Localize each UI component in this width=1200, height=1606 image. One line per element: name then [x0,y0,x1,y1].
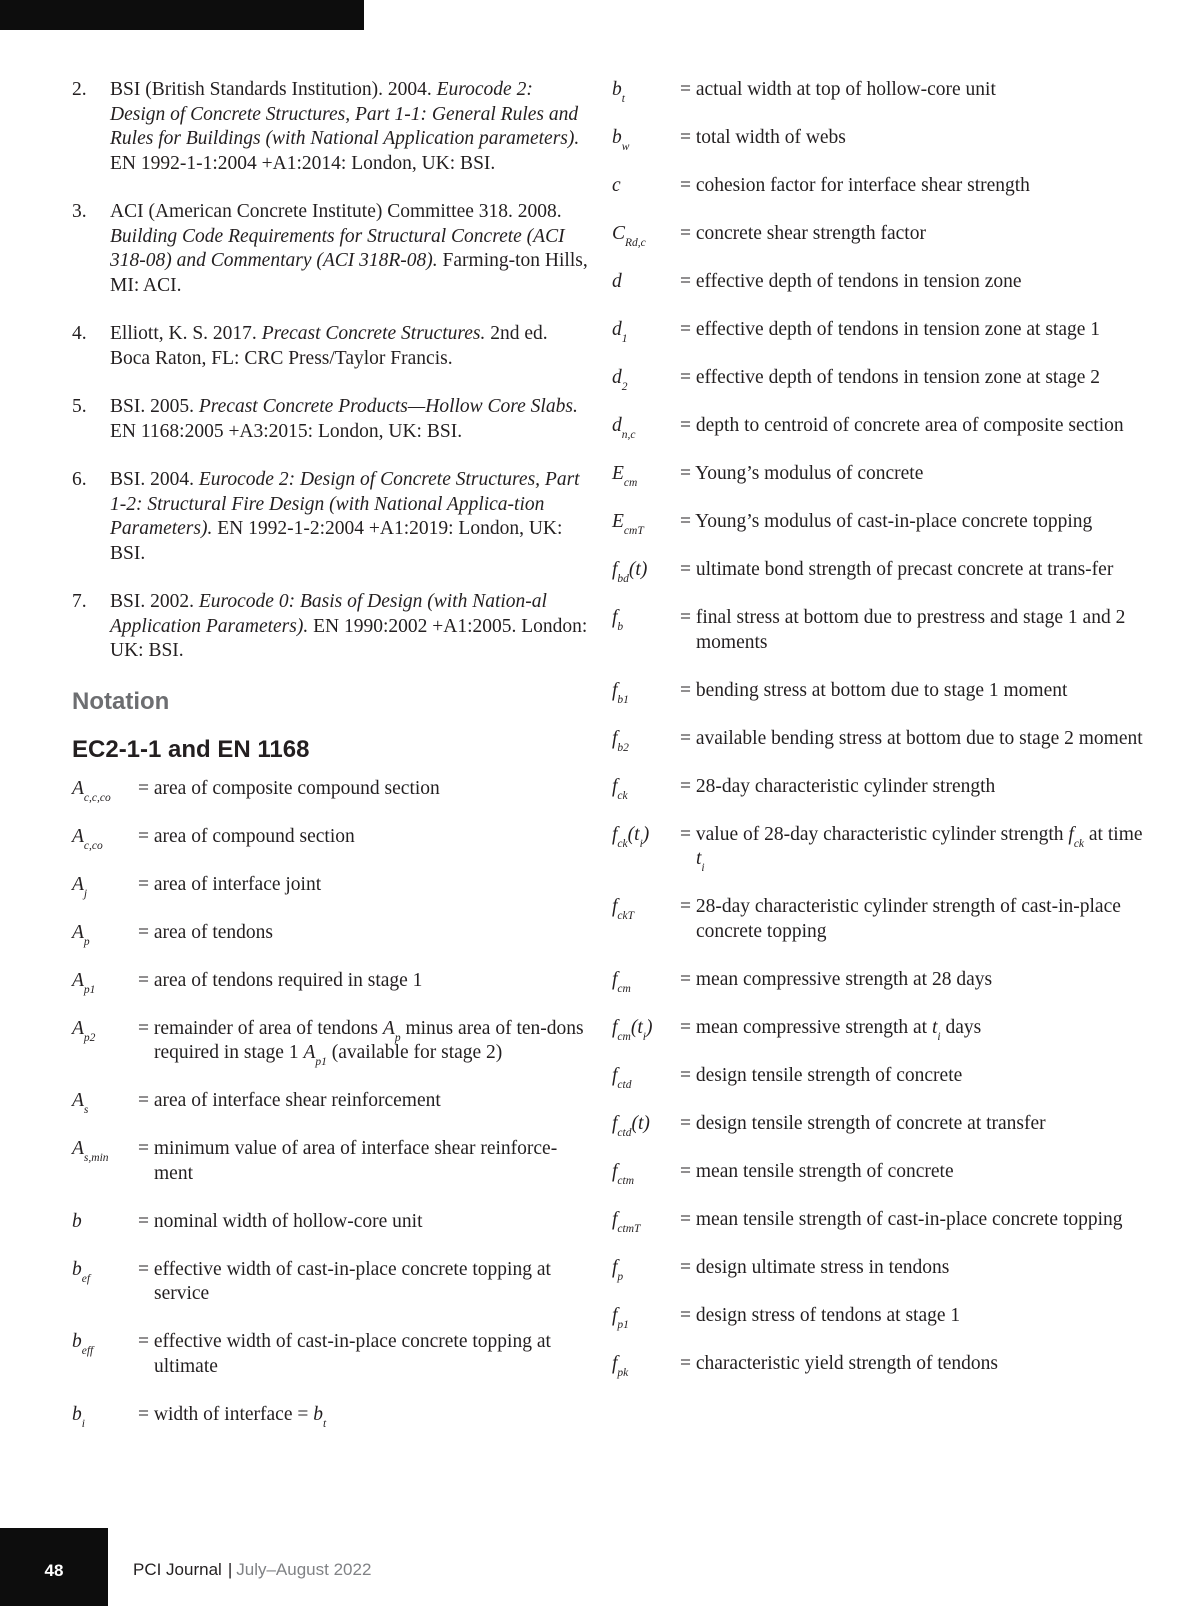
symbol-text: f [612,1256,618,1278]
notation-symbol [612,727,680,752]
notation-item [72,969,592,994]
notation-item [72,1089,592,1114]
notation-item [612,222,1144,247]
definition-text: = cohesion factor for interface shear strength [680,175,1030,196]
math-symbol: b [313,1403,323,1425]
notation-symbol [612,126,680,151]
definition-text: = Young’s modulus of cast-in-place concrete topping [680,511,1093,532]
reference-item [72,322,592,371]
reference-text-part: EN 1990:2002 +A1:2005. London: UK: BSI. [110,615,588,661]
definition-text: (available for stage 2) [326,1042,503,1063]
symbol-text: A [72,1138,84,1159]
notation-definition [680,558,1144,583]
definition-text: = mean compressive strength at 28 days [680,968,993,990]
reference-title: Eurocode 0: Basis of Design (with Nation-al Application Parameters). [110,591,547,637]
notation-definition [138,825,592,850]
notation-definition [138,1258,592,1307]
notation-definition [680,1064,1144,1089]
reference-list [72,78,592,664]
subscript: Rd,c [625,237,646,249]
symbol-text: (t) [631,1112,650,1134]
symbol-text: E [612,511,624,532]
subscript: j [83,887,88,900]
definition-text: = area of tendons required in stage 1 [138,969,423,991]
notation-item [612,1208,1144,1233]
definition-text: days [940,1016,982,1038]
notation-item [72,825,592,850]
definition-text: = bending stress at bottom due to stage 1 moment [680,679,1068,701]
symbol-text: d [612,271,622,292]
symbol-text: f [612,775,618,797]
subscript: cm [617,1030,631,1043]
reference-item [72,468,592,566]
subscript: n,c [621,429,636,441]
notation-definition [680,270,1144,295]
reference-text-part: EN 1992-1-2:2004 +A1:2019: London, UK: BSI. [110,518,563,564]
subscript: c,c,co [83,791,111,804]
symbol-text: (t) [628,559,648,580]
notation-item [72,777,592,802]
notation-definition [680,414,1144,439]
symbol-text: f [612,823,618,845]
reference-item [72,590,592,664]
notation-item [612,174,1144,199]
subscript: s [83,1104,89,1116]
subscript: p1 [617,1318,629,1331]
notation-symbol [612,1256,680,1281]
subscript: ctd [617,1078,632,1091]
notation-symbol [612,222,680,247]
notation-definition [680,823,1144,872]
notation-item [612,270,1144,295]
subscript: b1 [617,693,629,706]
notation-definition [680,1256,1144,1281]
notation-item [612,895,1144,944]
notation-item [72,1258,592,1307]
definition-text: = width of interface = [138,1403,314,1425]
notation-definition [680,1208,1144,1233]
notation-item [612,968,1144,993]
reference-item [72,200,592,298]
definition-text: minus area of ten-dons required in stage 1 [154,1017,584,1063]
notation-symbol [72,969,138,994]
subscript: p1 [315,1056,327,1068]
definition-text: = area of tendons [138,921,273,943]
symbol-text: f [612,607,618,628]
notation-definition [680,1016,1144,1041]
reference-title: Precast Concrete Structures. [261,323,486,344]
reference-text [110,200,592,298]
definition-text: = Young’s modulus of concrete [680,463,924,484]
subscript: b [617,621,624,633]
symbol-text: A [72,1090,84,1111]
notation-symbol [72,1137,138,1186]
notation-symbol [612,270,680,295]
definition-text: = depth to centroid of concrete area of composite section [680,415,1124,436]
reference-text-part: EN 1992-1-1:2004 +A1:2014: London, UK: BSI. [110,152,496,174]
subscript: ck [617,837,628,850]
reference-text-part: 2nd ed. Boca Raton, FL: CRC Press/Taylor Francis. [110,323,548,369]
notation-item [612,366,1144,391]
notation-definition [680,606,1144,655]
reference-text [110,468,592,566]
notation-definition [138,873,592,898]
notation-item [612,1112,1144,1137]
notation-definition [138,921,592,946]
symbol-text: E [612,463,624,484]
right-column [612,78,1144,1400]
subscript: ck [617,789,628,802]
definition-text: = characteristic yield strength of tendons [680,1352,999,1374]
notation-definition [680,1352,1144,1377]
notation-definition [138,1403,592,1428]
reference-text-part: BSI (British Standards Institution). 2004. [110,79,437,100]
notation-item [72,921,592,946]
subscript: t [621,93,625,105]
symbol-text: (t [630,1016,643,1038]
notation-item [612,1064,1144,1089]
notation-definition [680,318,1144,343]
reference-text-part: BSI. 2002. [110,591,199,612]
journal-footer [133,1560,371,1580]
notation-definition [680,78,1144,103]
math-symbol: A [382,1017,395,1039]
notation-definition [138,1137,592,1186]
definition-text: = design tensile strength of concrete at transfer [680,1112,1046,1134]
reference-item [72,395,592,444]
definition-text: = effective width of cast-in-place concrete topping at service [138,1258,551,1304]
notation-symbol [72,1403,138,1428]
definition-text: = 28-day characteristic cylinder strength of cast-in-place concrete topping [680,896,1121,942]
reference-text-part: ACI (American Concrete Institute) Committee 318. 2008. [110,201,562,222]
notation-item [72,873,592,898]
subscript: i [642,1030,646,1043]
notation-definition [138,777,592,802]
definition-text: = effective width of cast-in-place concrete topping at ultimate [138,1331,551,1377]
notation-definition [680,775,1144,800]
subscript: c,co [83,839,103,852]
notation-symbol [72,1089,138,1114]
notation-symbol [72,1330,138,1379]
definition-text: = ultimate bond strength of precast concrete at trans-fer [680,559,1114,580]
subscript: ctmT [617,1222,641,1235]
subscript: ef [81,1272,91,1285]
definition-text: = mean tensile strength of concrete [680,1160,954,1182]
symbol-text: f [612,1016,618,1038]
symbol-text: f [612,1112,618,1134]
notation-item [72,1137,592,1186]
header-bar [0,0,364,30]
subscript: cm [623,477,638,489]
notation-definition [680,174,1144,199]
definition-text: = total width of webs [680,127,846,148]
notation-symbol [612,510,680,535]
notation-definition [680,895,1144,944]
subscript: i [639,837,643,850]
definition-text: = effective depth of tendons in tension zone at stage 2 [680,367,1101,388]
notation-definition [680,679,1144,704]
section-heading: Notation [72,687,170,715]
notation-symbol [612,1208,680,1233]
journal-name: PCI Journal [133,1560,222,1579]
symbol-text: A [72,1017,84,1039]
subscript: s,min [83,1152,109,1164]
symbol-text: f [612,968,618,990]
notation-item [612,1160,1144,1185]
notation-item [612,558,1144,583]
notation-item [612,606,1144,655]
reference-text-part: BSI. 2004. [110,469,199,490]
notation-item [612,823,1144,872]
reference-text-part: BSI. 2005. [110,396,199,417]
subscript: i [81,1417,85,1430]
symbol-text: f [612,679,618,701]
notation-symbol [612,318,680,343]
notation-item [612,78,1144,103]
symbol-text: f [612,1160,618,1182]
notation-item [612,1256,1144,1281]
definition-text: = concrete shear strength factor [680,223,926,244]
subscript: b2 [617,741,629,754]
math-symbol: f [1068,823,1074,845]
notation-item [612,318,1144,343]
subscript: cm [617,982,631,995]
reference-number: 5. [72,396,87,417]
notation-symbol [72,825,138,850]
notation-symbol [72,1210,138,1235]
notation-definition [680,222,1144,247]
notation-symbol [612,606,680,655]
notation-symbol [612,968,680,993]
notation-symbol [72,1017,138,1066]
symbol-text: A [72,921,84,943]
subscript: p2 [83,1031,96,1044]
reference-text [110,78,592,176]
symbol-text: d [612,367,622,388]
definition-text: = design tensile strength of concrete [680,1064,963,1086]
reference-number: 6. [72,469,87,490]
reference-text-part: EN 1168:2005 +A3:2015: London, UK: BSI. [110,420,463,442]
math-symbol: t [931,1016,938,1038]
notation-item [612,1352,1144,1377]
sub-heading: EC2-1-1 and EN 1168 [72,735,310,763]
notation-definition [138,1210,592,1235]
subscript: 1 [621,333,628,345]
notation-definition [680,126,1144,151]
notation-item [612,727,1144,752]
notation-symbol [612,1112,680,1137]
subscript: ckT [617,910,635,922]
definition-text: = 28-day characteristic cylinder strength [680,775,996,797]
symbol-text: (t [627,823,640,845]
symbol-text: A [72,969,84,991]
notation-item [612,1016,1144,1041]
reference-text [110,590,592,664]
symbol-text: b [612,79,622,100]
symbol-text: f [612,1064,618,1086]
notation-symbol [72,921,138,946]
symbol-text: f [612,1304,618,1326]
notation-item [72,1017,592,1066]
symbol-text: A [72,873,84,895]
symbol-text: f [612,1352,618,1374]
notation-item [72,1403,592,1428]
notation-symbol [72,777,138,802]
definition-text: = remainder of area of tendons [138,1017,383,1039]
notation-symbol [612,895,680,944]
symbol-text: b [72,1258,82,1280]
notation-symbol [612,775,680,800]
subscript: t [322,1417,327,1430]
notation-item [72,1210,592,1235]
reference-title: Eurocode 2: Design of Concrete Structures, Part 1-2: Structural Fire Design (with National Applica-tion Parameters). [110,469,580,539]
notation-item [612,679,1144,704]
left-column [72,78,592,1451]
reference-number: 7. [72,591,87,612]
math-symbol: A [303,1042,316,1063]
subscript: p1 [83,983,96,996]
reference-number: 2. [72,79,87,100]
notation-definition [680,366,1144,391]
notation-definition [680,1160,1144,1185]
symbol-text: f [612,896,618,917]
reference-text-part: Elliott, K. S. 2017. [110,323,262,344]
reference-number: 4. [72,323,87,344]
notation-symbol [612,366,680,391]
math-symbol: t [696,848,702,869]
definition-text: = effective depth of tendons in tension zone at stage 1 [680,319,1101,340]
notation-item [72,1330,592,1379]
subscript: cmT [623,525,644,537]
notation-definition [680,462,1144,487]
definition-text: = actual width at top of hollow-core unit [680,79,996,100]
notation-definition [680,727,1144,752]
subscript: ck [1073,837,1085,850]
subscript: i [937,1030,941,1043]
reference-number: 3. [72,201,87,222]
definition-text: = area of interface shear reinforcement [138,1090,441,1111]
notation-list-left [72,777,592,1428]
symbol-text: A [72,825,84,847]
symbol-text: ) [645,1016,653,1038]
notation-symbol [612,679,680,704]
footer-separator: | [227,1560,233,1579]
journal-issue: July–August 2022 [236,1560,372,1579]
definition-text: = available bending stress at bottom due to stage 2 moment [680,727,1143,749]
notation-symbol [612,558,680,583]
notation-item [612,414,1144,439]
subscript: 2 [621,381,628,393]
notation-item [612,1304,1144,1329]
symbol-text: A [72,777,84,799]
symbol-text: C [612,223,626,244]
symbol-text: ) [642,823,650,845]
definition-text: = nominal width of hollow-core unit [138,1210,423,1232]
notation-definition [680,1112,1144,1137]
reference-title: Precast Concrete Products—Hollow Core Slabs. [198,396,578,417]
notation-definition [138,1330,592,1379]
notation-symbol [72,873,138,898]
symbol-text: b [72,1210,82,1232]
notation-symbol [72,1258,138,1307]
symbol-text: b [612,127,622,148]
notation-list-right [612,78,1144,1379]
definition-text: = final stress at bottom due to prestress and stage 1 and 2 moments [680,607,1126,653]
definition-text: = minimum value of area of interface shear reinforce-ment [138,1138,558,1184]
definition-text: = value of 28-day characteristic cylinder strength [680,823,1069,845]
symbol-text: d [612,319,622,340]
notation-symbol [612,174,680,199]
subscript: ctd [617,1126,632,1139]
definition-text: = design ultimate stress in tendons [680,1256,950,1278]
notation-definition [138,969,592,994]
subscript: w [621,141,630,153]
reference-title: Eurocode 2: Design of Concrete Structures, Part 1-1: General Rules and Rules for Buildings (with National Application parameters). [110,79,580,149]
subscript: p [394,1031,401,1044]
notation-symbol [612,1016,680,1041]
definition-text: = design stress of tendons at stage 1 [680,1304,961,1326]
reference-item [72,78,592,176]
notation-item [612,462,1144,487]
definition-text: = area of interface joint [138,873,322,895]
reference-title: Building Code Requirements for Structural Concrete (ACI 318-08) and Commentary (ACI 318R-08). [110,225,565,271]
notation-symbol [612,1160,680,1185]
subscript: p [617,1270,624,1283]
notation-item [612,126,1144,151]
page-number: 48 [44,1561,64,1580]
definition-text: = area of compound section [138,825,355,847]
symbol-text: f [612,727,618,749]
subscript: i [701,862,705,874]
subscript: ctm [617,1174,635,1187]
notation-symbol [612,78,680,103]
symbol-text: c [612,175,621,196]
subscript: pk [617,1366,629,1379]
symbol-text: b [72,1331,82,1352]
definition-text: = area of composite compound section [138,777,440,799]
symbol-text: b [72,1403,82,1425]
notation-definition [680,968,1144,993]
notation-symbol [612,1352,680,1377]
definition-text: = mean tensile strength of cast-in-place concrete topping [680,1208,1123,1230]
subscript: bd [617,573,629,585]
notation-symbol [612,414,680,439]
notation-symbol [612,462,680,487]
reference-text [110,322,592,371]
notation-symbol [612,823,680,872]
reference-text [110,395,592,444]
subscript: p [83,935,90,948]
reference-text-part: Farming-ton Hills, MI: ACI. [110,250,588,296]
symbol-text: f [612,1208,618,1230]
notation-item [612,510,1144,535]
notation-item [612,775,1144,800]
definition-text: = mean compressive strength at [680,1016,932,1038]
symbol-text: d [612,415,622,436]
notation-definition [680,510,1144,535]
notation-definition [138,1017,592,1066]
notation-definition [138,1089,592,1114]
symbol-text: f [612,559,618,580]
notation-symbol [612,1064,680,1089]
notation-symbol [612,1304,680,1329]
definition-text: = effective depth of tendons in tension zone [680,271,1022,292]
definition-text: at time [1084,823,1143,845]
subscript: eff [81,1345,94,1357]
notation-definition [680,1304,1144,1329]
